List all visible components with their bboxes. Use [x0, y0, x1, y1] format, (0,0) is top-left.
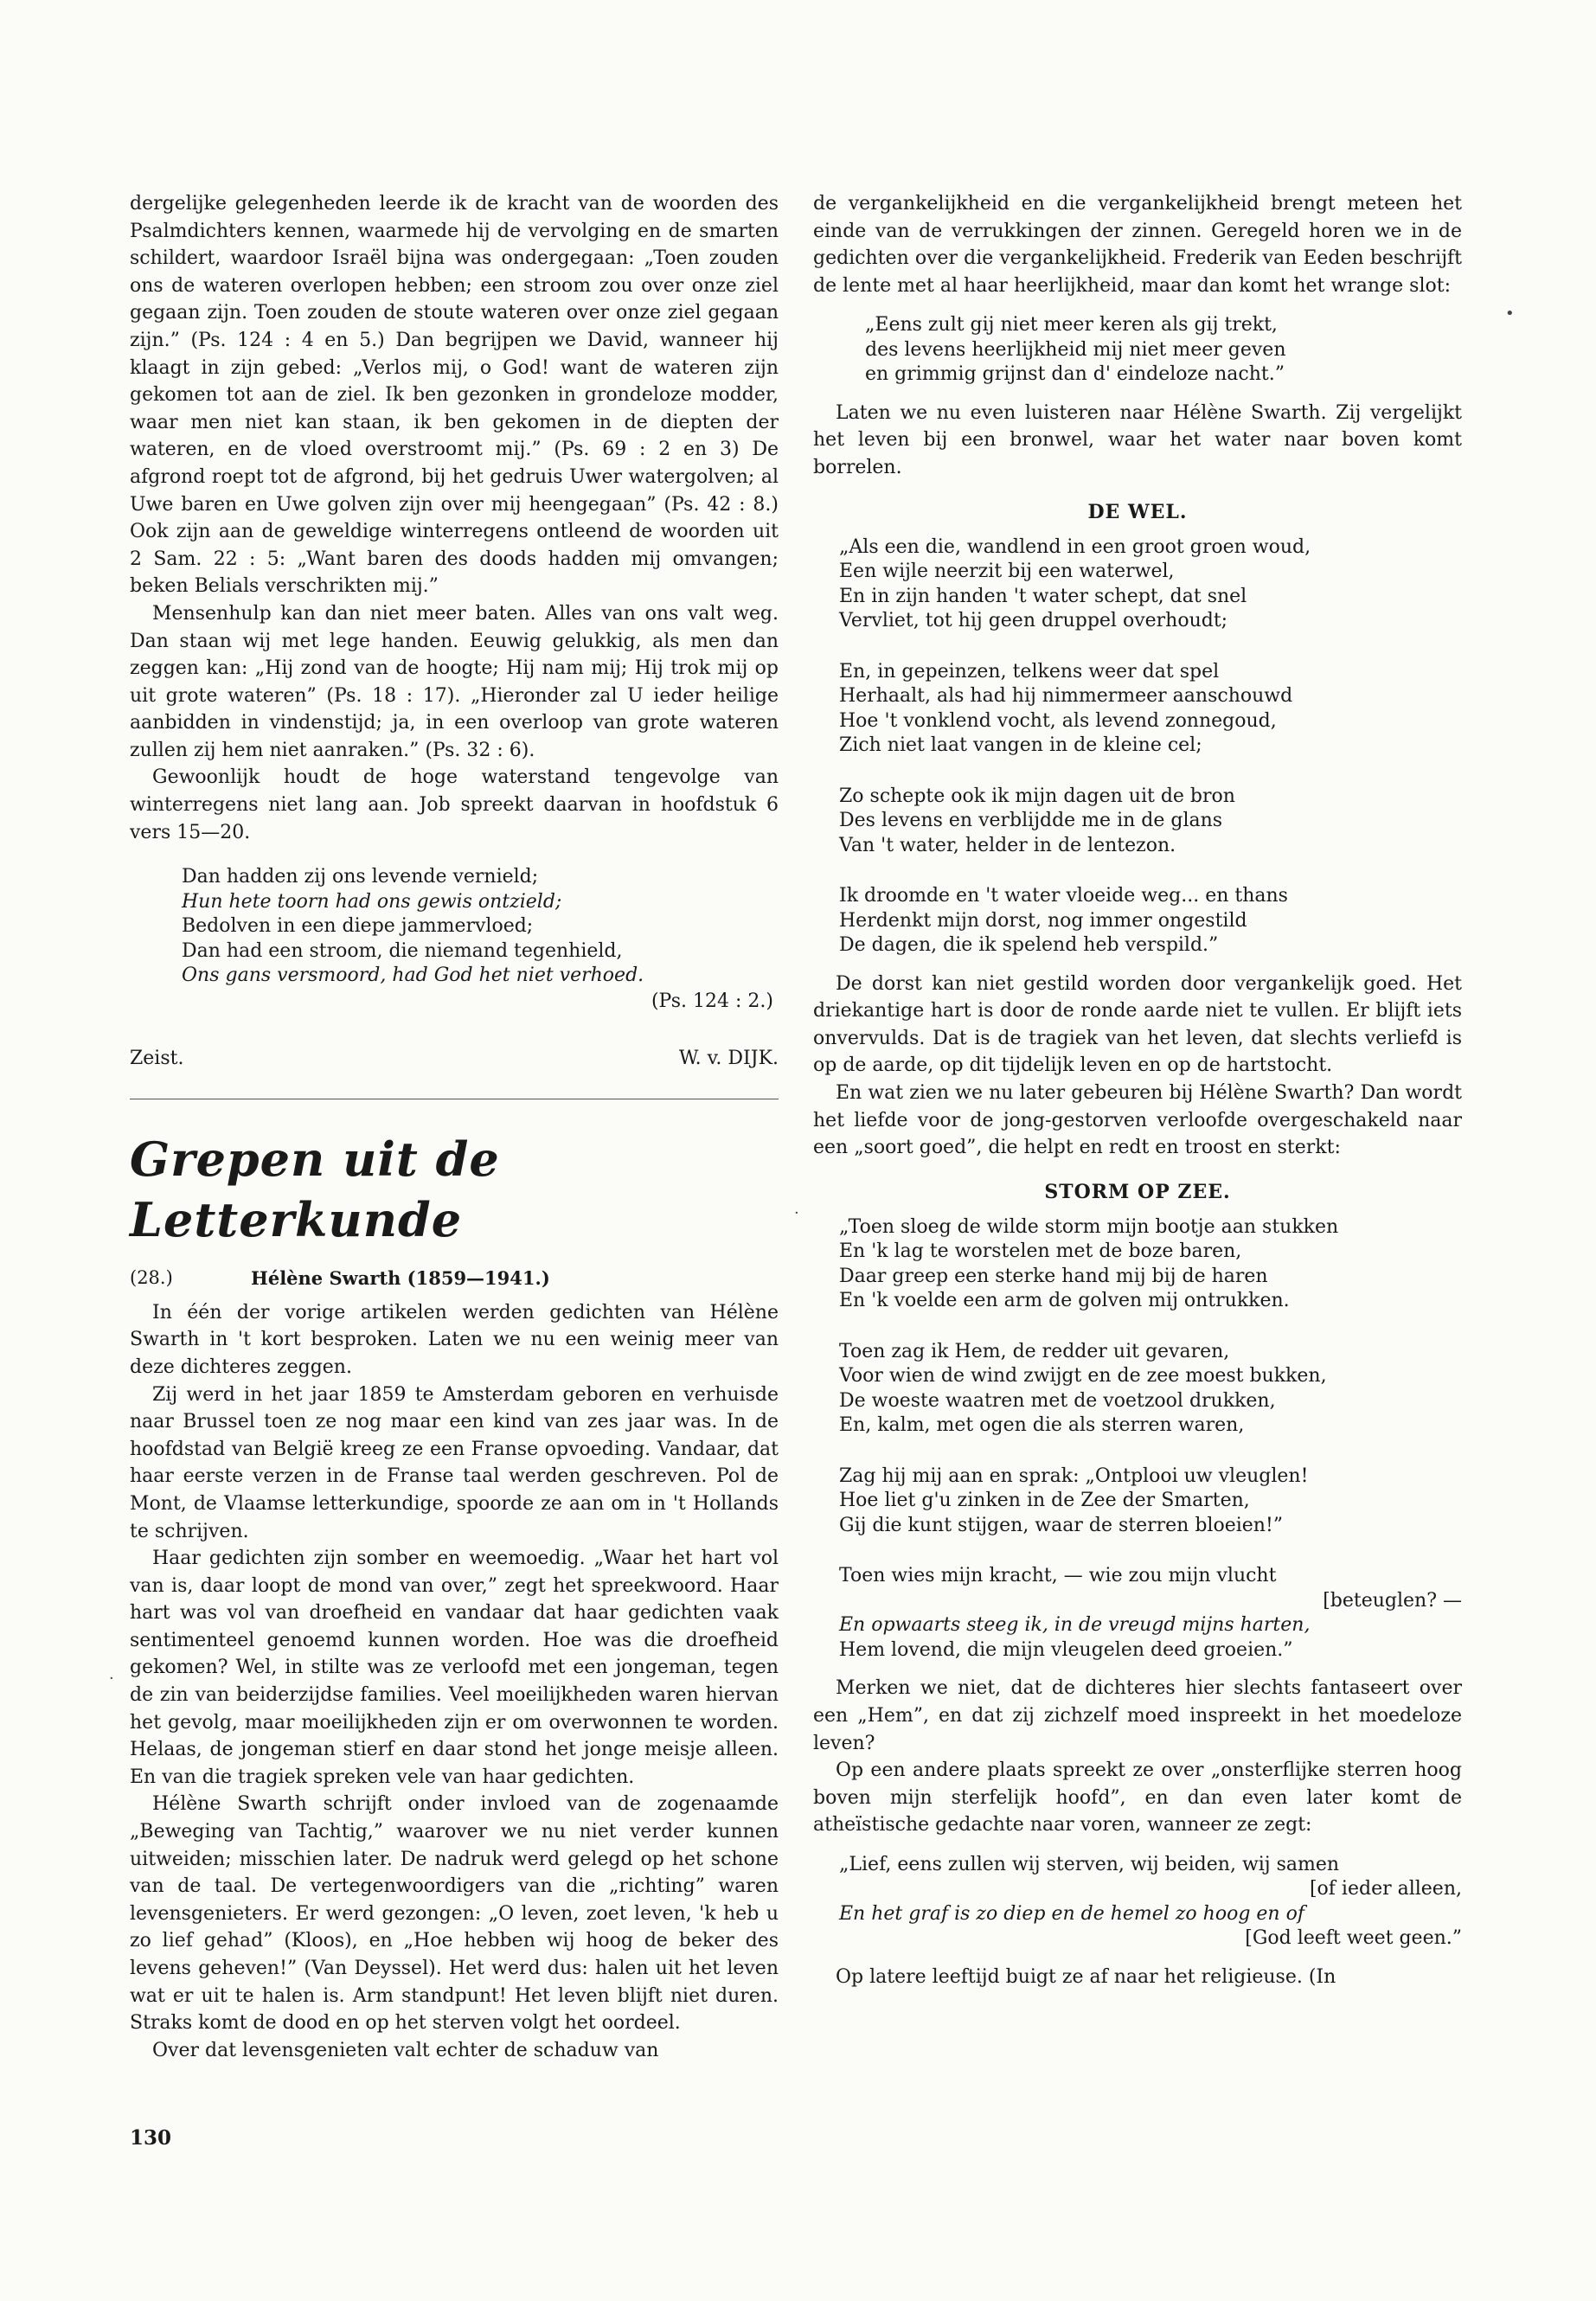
poem-line: Gij die kunt stijgen, waar de sterren bloeien!”: [839, 1514, 1284, 1536]
article-title: Hélène Swarth (1859—1941.): [251, 1266, 550, 1289]
stanza: [839, 660, 1462, 759]
speck-mark: •: [1505, 304, 1515, 323]
place: Zeist.: [130, 1047, 184, 1069]
poem-line: En 'k lag te worstelen met de boze baren,: [839, 1240, 1242, 1263]
quote-line-continuation: [of ieder alleen,: [1309, 1878, 1462, 1900]
page-number: 130: [130, 2126, 172, 2150]
poem-line: Hoe 't vonklend vocht, als levend zonnegoud,: [839, 709, 1277, 732]
poem-line: Een wijle neerzit bij een waterwel,: [839, 561, 1175, 583]
article-header: [130, 1267, 779, 1289]
poem-line: Zag hij mij aan en sprak: „Ontplooi uw vleuglen!: [839, 1465, 1309, 1487]
stanza: [839, 535, 1462, 634]
stanza: [839, 1340, 1462, 1439]
poem-line: En, kalm, met ogen die als sterren waren,: [839, 1414, 1245, 1437]
poem-line: En opwaarts steeg ik, in de vreugd mijns harten,: [839, 1614, 1311, 1637]
author: W. v. DIJK.: [678, 1047, 779, 1069]
poem-line: Ons gans versmoord, had God het niet verhoed.: [182, 965, 644, 987]
right-column: [813, 190, 1462, 1990]
quote-line: des levens heerlijkheid mij niet meer geven: [865, 338, 1286, 361]
poem-line: Zo schepte ook ik mijn dagen uit de bron: [839, 785, 1235, 807]
quote-line-continuation: [God leeft weet geen.”: [1245, 1927, 1462, 1950]
paragraph: In één der vorige artikelen werden gedichten van Hélène Swarth in 't kort besproken. Laten we nu een weinig meer van deze dichteres zeggen.: [130, 1301, 779, 1378]
poem-line: Hem lovend, die mijn vleugelen deed groeien.”: [839, 1638, 1293, 1661]
poem-line: Vervliet, tot hij geen druppel overhoudt;: [839, 610, 1228, 632]
paragraph: Gewoonlijk houdt de hoge waterstand tengevolge van winterregens niet lang aan. Job spreekt daarvan in hoofdstuk 6 vers 15—20.: [130, 766, 779, 843]
poem-line-continuation: [beteuglen? —: [1323, 1589, 1462, 1612]
poem-line: Des levens en verblijdde me in de glans: [839, 810, 1223, 832]
stanza: [839, 785, 1462, 859]
psalm-poem: [182, 865, 779, 1015]
quote-line: en grimmig grijnst dan d' eindeloze nacht.”: [865, 363, 1285, 386]
paragraph: De dorst kan niet gestild worden door vergankelijk goed. Het driekantige hart is door de ronde aarde niet te vullen. Er blijft iets onvervulds. Dat is de tragiek van het leven, dat slechts verliefd is op de aarde, op dit tijdelijk leven en op de hartstocht.: [813, 972, 1462, 1077]
stanza: [839, 884, 1462, 958]
stanza: [839, 1465, 1462, 1539]
paragraph: En wat zien we nu later gebeuren bij Hélène Swarth? Dan wordt het liefde voor de jong-gestorven verloofde overgeschakeld naar een „soort goed”, die helpt en redt en troost en sterkt:: [813, 1082, 1462, 1159]
stanza: [839, 1564, 1462, 1663]
paragraph: Op latere leeftijd buigt ze af naar het religieuse. (In: [836, 1965, 1336, 1988]
paragraph: Over dat levensgenieten valt echter de schaduw van: [152, 2039, 659, 2061]
paragraph: Zij werd in het jaar 1859 te Amsterdam geboren en verhuisde naar Brussel toen ze nog maar een kind van zes jaar was. In de hoofdstad van België kreeg ze een Franse opvoeding. Vandaar, dat haar eerste verzen in de Franse taal werden geschreven. Pol de Mont, de Vlaamse letterkundige, spoorde ze aan om in 't Hollands te schrijven.: [130, 1383, 779, 1542]
quote-line: En het graf is zo diep en de hemel zo hoog en of: [839, 1902, 1304, 1925]
article-number: (28.): [130, 1266, 173, 1288]
paragraph: Hélène Swarth schrijft onder invloed van de zogenaamde „Beweging van Tachtig,” waarover we nu niet verder kunnen uitweiden; misschien later. De nadruk werd gelegd op het schone van de taal. De vertegenwoordigers van die „richting” waren levensgenieters. Er werd gezongen: „O leven, zoet leven, 'k heb u zo lief gehad” (Kloos), en „Hoe hebben wij hoog de beker des levens geheven!” (Van Deyssel). Het werd dus: halen uit het leven wat er uit te halen is. Arm standpunt! Het leven blijft niet duren. Straks komt de dood en op het sterven volgt het oordeel.: [130, 1793, 779, 2035]
poem-line: En in zijn handen 't water schept, dat snel: [839, 585, 1247, 607]
poem-citation: (Ps. 124 : 2.): [651, 990, 773, 1012]
poem-line: Daar greep een sterke hand mij bij de haren: [839, 1265, 1268, 1287]
poem-de-wel: [839, 535, 1462, 958]
poem-line: „Toen sloeg de wilde storm mijn bootje aan stukken: [839, 1215, 1339, 1238]
poem-line: Ik droomde en 't water vloeide weg... en thans: [839, 885, 1288, 907]
paragraph: Laten we nu even luisteren naar Hélène Swarth. Zij vergelijkt het leven bij een bronwel, waar het water naar boven komt borrelen.: [813, 401, 1462, 479]
poem-line: Dan hadden zij ons levende vernield;: [182, 866, 539, 888]
signoff: [130, 1048, 779, 1069]
poem-line: Toen wies mijn kracht, — wie zou mijn vlucht: [839, 1565, 1277, 1587]
poem-line: Voor wien de wind zwijgt en de zee moest bukken,: [839, 1365, 1327, 1388]
poem-line: De woeste waatren met de voetzool drukken,: [839, 1389, 1276, 1412]
poem-title: STORM OP ZEE.: [1044, 1180, 1231, 1203]
left-column: [130, 190, 779, 2064]
poem-line: En, in gepeinzen, telkens weer dat spel: [839, 660, 1220, 683]
quote-line: „Lief, eens zullen wij sterven, wij beiden, wij samen: [839, 1853, 1340, 1875]
poem-line: Bedolven in een diepe jammervloed;: [182, 915, 534, 938]
speck-mark: ·: [794, 1204, 799, 1222]
poem-line: Hun hete toorn had ons gewis ontzield;: [182, 890, 562, 913]
paragraph: Haar gedichten zijn somber en weemoedig. „Waar het hart vol van is, daar loopt de mond van over,” zegt het spreekwoord. Haar hart was vol van droefheid en vandaar dat haar gedichten vaak sentimenteel genoemd kunnen worden. Hoe was die droefheid gekomen? Wel, in stilte was ze verloofd met een jongeman, tegen de zin van beiderzijdse families. Veel moeilijkheden waren hiervan het gevolg, maar moeilijkheden zijn er om overwonnen te worden. Helaas, de jongeman stierf en daar stond het jonge meisje alleen. En van die tragiek spreken vele van haar gedichten.: [130, 1548, 779, 1788]
quote-line: „Eens zult gij niet meer keren als gij trekt,: [865, 314, 1278, 336]
paragraph: de vergankelijkheid en die vergankelijkheid brengt meteen het einde van de verrukkingen der zinnen. Geregeld horen we in de gedichten over die vergankelijkheid. Frederik van Eeden beschrijft de lente met al haar heerlijkheid, maar dan komt het wrange slot:: [813, 193, 1462, 297]
poem-line: En 'k voelde een arm de golven mij ontrukken.: [839, 1290, 1290, 1312]
poem-line: Dan had een stroom, die niemand tegenhield,: [182, 939, 623, 962]
atheist-quote: [839, 1853, 1462, 1952]
poem-line: Van 't water, helder in de lentezon.: [839, 834, 1176, 856]
poem-title: DE WEL.: [1087, 500, 1188, 523]
poem-line: Hoe liet g'u zinken in de Zee der Smarten,: [839, 1490, 1250, 1512]
paragraph: Op een andere plaats spreekt ze over „onsterflijke sterren hoog boven mijn sterfelijk hoofd”, en dan even later komt de atheïstische gedachte naar voren, wanneer ze zegt:: [813, 1759, 1462, 1836]
speck-mark: ·: [109, 1670, 114, 1688]
poem-storm-op-zee: [839, 1215, 1462, 1663]
paragraph: Mensenhulp kan dan niet meer baten. Alles van ons valt weg. Dan staan wij met lege handen. Eeuwig gelukkig, als men dan zeggen kan: „Hij zond van de hoogte; Hij nam mij; Hij trok mij op uit grote wateren” (Ps. 18 : 17). „Hieronder zal U ieder heilige aanbidden in vindenstijd; ja, in een overloop van grote wateren zullen zij hem niet aanraken.” (Ps. 32 : 6).: [130, 602, 779, 761]
paragraph: Merken we niet, dat de dichteres hier slechts fantaseert over een „Hem”, en dat zij zichzelf moed inspreekt in het moedeloze leven?: [813, 1677, 1462, 1754]
section-title: Grepen uit de Letterkunde: [130, 1131, 500, 1247]
paragraph: dergelijke gelegenheden leerde ik de kracht van de woorden des Psalmdichters kennen, waarmede hij de vervolging en de smarten schildert, waardoor Israël bijna was ondergegaan: „Toen zouden ons de wateren overlopen hebben; een stroom zou over onze ziel gegaan zijn. Toen zouden de stoute wateren over onze ziel gegaan zijn.” (Ps. 124 : 4 en 5.) Dan begrijpen we David, wanneer hij klaagt in zijn gebed: „Verlos mij, o God! want de wateren zijn gekomen tot aan de ziel. Ik ben gezonken in grondeloze modder, waar men niet kan staan, ik ben gekomen in de diepten der wateren, en de vloed overstroomt mij.” (Ps. 69 : 2 en 3) De afgrond roept tot de afgrond, bij het gedruis Uwer watergolven; al Uwe baren en Uwe golven zijn over mij heengegaan” (Ps. 42 : 8.) Ook zijn aan de geweldige winterregens ontleend de woorden uit 2 Sam. 22 : 5: „Want baren des doods hadden mij omvangen; beken Belials verschrikten mij.”: [130, 193, 779, 598]
poem-line: Herdenkt mijn dorst, nog immer ongestild: [839, 909, 1247, 932]
stanza: [839, 1215, 1462, 1314]
poem-line: Herhaalt, als had hij nimmermeer aanschouwd: [839, 685, 1293, 708]
eeden-quote: [865, 313, 1462, 388]
poem-line: De dagen, die ik spelend heb verspild.”: [839, 934, 1219, 957]
poem-line: „Als een die, wandlend in een groot groen woud,: [839, 535, 1311, 558]
poem-line: Zich niet laat vangen in de kleine cel;: [839, 734, 1202, 757]
poem-line: Toen zag ik Hem, de redder uit gevaren,: [839, 1340, 1230, 1362]
